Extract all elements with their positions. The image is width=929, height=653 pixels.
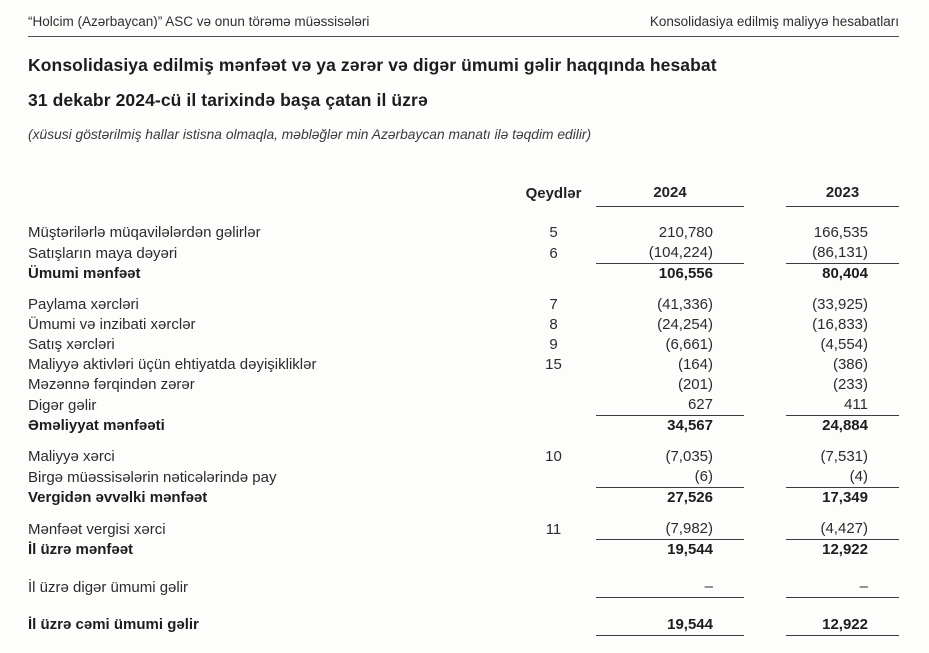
row-label: Satışların maya dəyəri (28, 244, 178, 262)
row-label: Mənfəət vergisi xərci (28, 520, 166, 538)
row-value-2024: (104,224) (596, 243, 744, 264)
column-gap-cell (744, 416, 786, 437)
income-statement-table (28, 184, 899, 636)
spacer-cell (28, 560, 899, 577)
row-value-2023: (86,131) (786, 243, 899, 264)
column-gap-cell (744, 264, 786, 285)
row-label: Maliyyə xərci (28, 448, 115, 465)
row-value-2024: 19,544 (667, 541, 713, 558)
row-label: Digər gəlir (28, 396, 97, 414)
statement-row (28, 295, 899, 315)
row-label: İl üzrə digər ümumi gəlir (28, 578, 189, 596)
column-gap-cell (744, 447, 786, 467)
row-value-2023: 411 (786, 395, 899, 416)
row-value-2023: (386) (832, 356, 868, 373)
row-note-ref: 10 (545, 448, 562, 465)
row-note-ref (511, 375, 596, 395)
row-value-2023: 12,922 (786, 615, 899, 636)
statement-row (28, 488, 899, 509)
report-title: Konsolidasiya edilmiş mənfəət və ya zərər və digər ümumi gəlir haqqında hesabat (28, 55, 717, 75)
column-gap-cell (744, 540, 786, 561)
row-value-2024: – (596, 577, 744, 598)
row-note-ref (511, 488, 596, 509)
column-gap-cell (744, 295, 786, 315)
spacer-row (28, 598, 899, 615)
row-label: Birgə müəssisələrin nəticələrində pay (28, 468, 277, 486)
row-value-2023: (4,427) (786, 519, 899, 540)
column-gap-cell (744, 243, 786, 264)
row-label: Maliyyə aktivləri üçün ehtiyatda dəyişikliklər (28, 356, 317, 373)
column-gap-cell (744, 488, 786, 509)
row-note-ref (511, 395, 596, 416)
column-gap-cell (744, 519, 786, 540)
row-value-2023: (4,554) (820, 336, 868, 353)
row-label: İl üzrə mənfəət (28, 541, 134, 558)
row-label: Ümumi və inzibati xərclər (28, 316, 196, 333)
row-note-ref: 8 (549, 316, 558, 333)
row-value-2024: 19,544 (596, 615, 744, 636)
row-value-2023: 12,922 (822, 541, 868, 558)
row-value-2024: 27,526 (667, 489, 713, 506)
statement-row (28, 519, 899, 540)
report-type-label: Konsolidasiya edilmiş maliyyə hesabatları (649, 14, 899, 29)
column-header-2023: 2023 (786, 184, 899, 207)
row-note-ref (511, 467, 596, 488)
column-gap-cell (744, 207, 786, 244)
statement-row (28, 540, 899, 561)
row-note-ref (511, 264, 596, 285)
statement-row (28, 395, 899, 416)
column-header-2024: 2024 (596, 184, 744, 207)
statement-row (28, 615, 899, 636)
spacer-row (28, 436, 899, 447)
row-value-2023: (4) (786, 467, 899, 488)
report-period: 31 dekabr 2024-cü il tarixində başa çatan il üzrə (28, 90, 428, 110)
spacer-row (28, 560, 899, 577)
row-value-2023: – (786, 577, 899, 598)
column-header-notes: Qeydlər (525, 184, 582, 202)
row-note-ref: 5 (549, 224, 558, 241)
spacer-cell (28, 508, 899, 519)
row-value-2024: 34,567 (667, 417, 713, 434)
row-note-ref: 7 (549, 296, 558, 313)
row-value-2024: (7,982) (596, 519, 744, 540)
row-note-ref: 15 (545, 356, 562, 373)
statement-row (28, 207, 899, 244)
row-value-2023: 80,404 (822, 265, 868, 282)
row-value-2023: 17,349 (822, 489, 868, 506)
column-gap-cell (744, 467, 786, 488)
statement-row (28, 375, 899, 395)
statement-row (28, 264, 899, 285)
row-label: Məzənnə fərqindən zərər (28, 376, 195, 393)
row-label: Ümumi mənfəət (28, 265, 141, 282)
spacer-row (28, 284, 899, 295)
row-value-2024: (201) (677, 376, 713, 393)
row-value-2023: (33,925) (812, 296, 868, 313)
row-label: Müştərilərlə müqavilələrdən gəlirlər (28, 224, 261, 241)
row-label: Vergidən əvvəlki mənfəət (28, 489, 208, 506)
row-value-2024: (7,035) (665, 448, 713, 465)
row-value-2024: 627 (596, 395, 744, 416)
row-value-2024: (24,254) (657, 316, 713, 333)
row-note-ref (511, 540, 596, 561)
company-name: “Holcim (Azərbaycan)” ASC və onun törəmə müəssisələri (28, 14, 370, 29)
column-gap-cell (744, 315, 786, 335)
statement-row (28, 577, 899, 598)
row-value-2024: (6) (596, 467, 744, 488)
column-gap-cell (744, 395, 786, 416)
row-note-ref (511, 577, 596, 598)
column-gap (744, 184, 786, 207)
column-gap-cell (744, 615, 786, 636)
row-value-2023: 24,884 (822, 417, 868, 434)
row-value-2023: 166,535 (813, 224, 868, 241)
table-header-row (28, 184, 899, 207)
row-label: Əməliyyat mənfəəti (28, 417, 165, 434)
row-value-2024: (6,661) (665, 336, 713, 353)
statement-row (28, 243, 899, 264)
document-header (28, 14, 899, 37)
header-empty-cell (28, 184, 511, 207)
row-note-ref (511, 615, 596, 636)
spacer-cell (28, 598, 899, 615)
row-value-2024: 210,780 (658, 224, 713, 241)
row-label: İl üzrə cəmi ümumi gəlir (28, 616, 199, 633)
statement-row (28, 467, 899, 488)
statement-row (28, 355, 899, 375)
row-label: Paylama xərcləri (28, 296, 139, 313)
column-gap-cell (744, 355, 786, 375)
spacer-row (28, 508, 899, 519)
row-value-2024: 106,556 (658, 265, 713, 282)
spacer-cell (28, 284, 899, 295)
row-value-2023: (233) (832, 376, 868, 393)
statement-row (28, 315, 899, 335)
row-note-ref (511, 416, 596, 437)
row-value-2024: (164) (677, 356, 713, 373)
column-gap-cell (744, 335, 786, 355)
spacer-cell (28, 436, 899, 447)
column-gap-cell (744, 577, 786, 598)
row-note-ref: 11 (545, 520, 562, 538)
row-value-2023: (16,833) (812, 316, 868, 333)
statement-row (28, 416, 899, 437)
statement-row (28, 335, 899, 355)
row-value-2023: (7,531) (820, 448, 868, 465)
statement-row (28, 447, 899, 467)
row-value-2024: (41,336) (657, 296, 713, 313)
column-gap-cell (744, 375, 786, 395)
row-label: Satış xərcləri (28, 336, 115, 353)
row-note-ref: 9 (549, 336, 558, 353)
row-note-ref: 6 (549, 244, 558, 262)
currency-note: (xüsusi göstərilmiş hallar istisna olmaqla, məbləğlər min Azərbaycan manatı ilə təqdim edilir) (28, 127, 592, 142)
income-statement-body (28, 207, 899, 636)
